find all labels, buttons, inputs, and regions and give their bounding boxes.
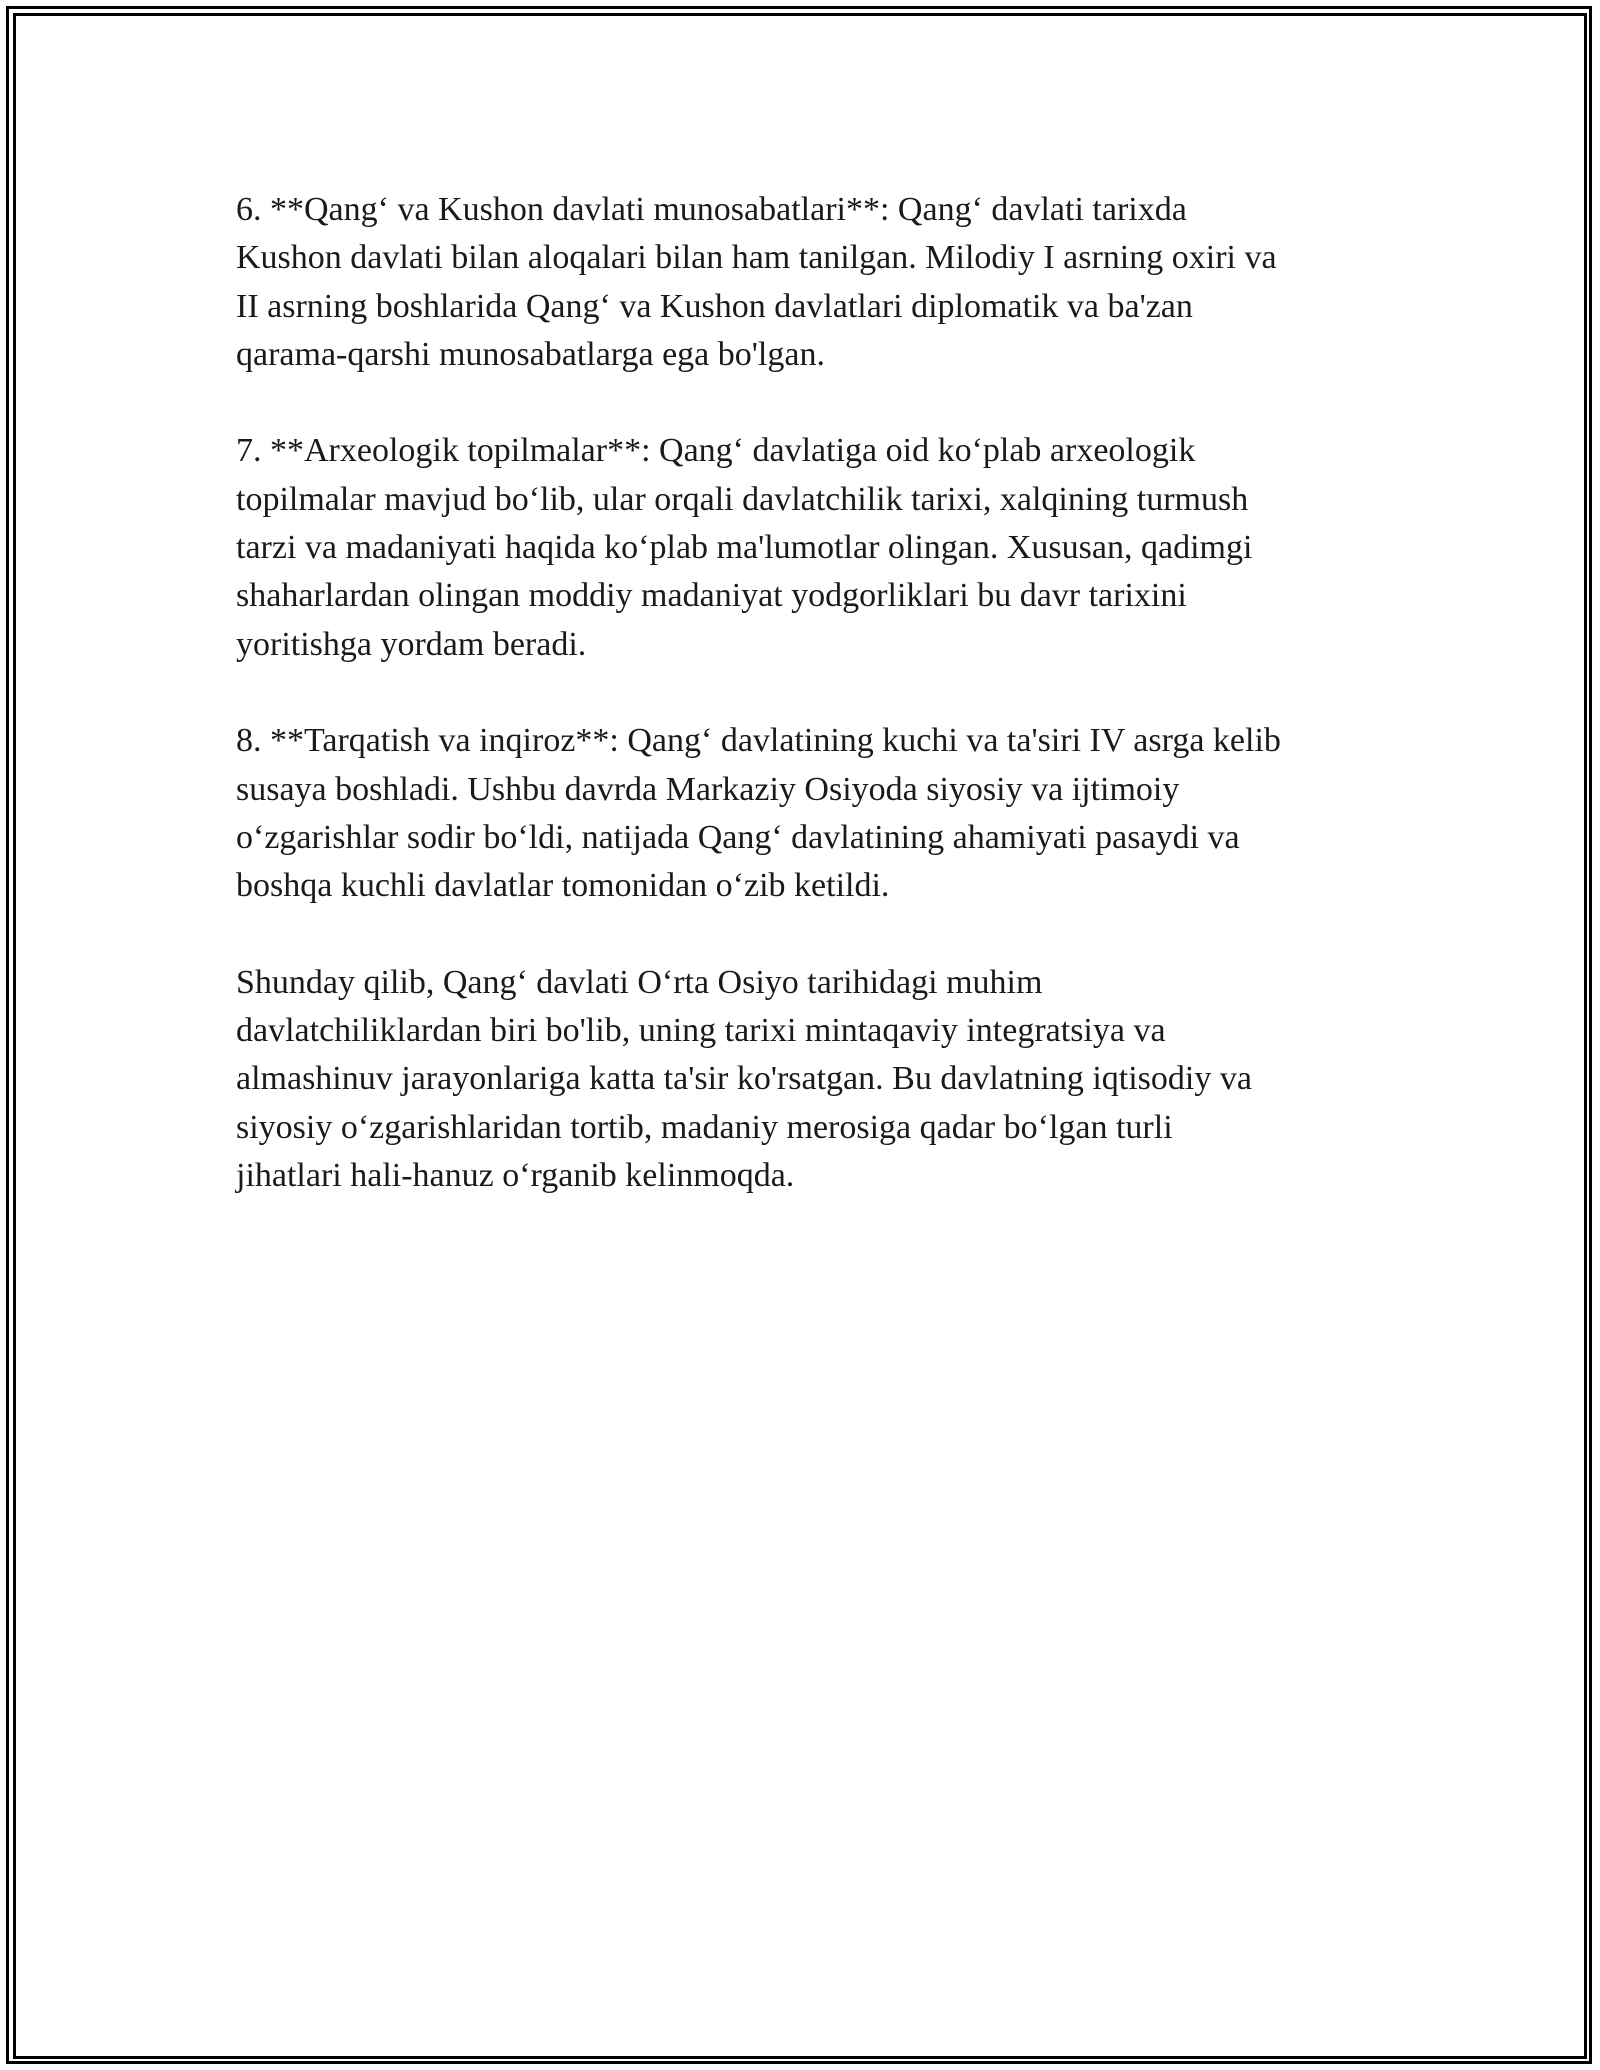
text-line: o‘zgarishlar sodir bo‘ldi, natijada Qang‘ davlatining ahamiyati pasaydi va xyxy=(236,818,1240,856)
text-line: jihatlari hali-hanuz o‘rganib kelinmoqda. xyxy=(236,1156,795,1194)
text-line: tarzi va madaniyati haqida ko‘plab ma'lumotlar olingan. Xususan, qadimgi xyxy=(236,529,1253,567)
text-line: siyosiy o‘zgarishlaridan tortib, madaniy merosiga qadar bo‘lgan turli xyxy=(236,1108,1173,1146)
text-line: shaharlardan olingan moddiy madaniyat yodgorliklari bu davr tarixini xyxy=(236,577,1187,615)
text-line: yoritishga yordam beradi. xyxy=(236,625,587,663)
text-line: almashinuv jarayonlariga katta ta'sir ko'rsatgan. Bu davlatning iqtisodiy va xyxy=(236,1060,1252,1098)
text-line: davlatchiliklardan biri bo'lib, uning tarixi mintaqaviy integratsiya va xyxy=(236,1012,1166,1050)
paragraph-conclusion xyxy=(236,959,1376,1200)
document-body xyxy=(236,186,1376,1249)
text-line: topilmalar mavjud bo‘lib, ular orqali davlatchilik tarixi, xalqining turmush xyxy=(236,480,1249,518)
text-line: 6. **Qang‘ va Kushon davlati munosabatlari**: Qang‘ davlati tarixda xyxy=(236,191,1187,228)
text-line: Shunday qilib, Qang‘ davlati O‘rta Osiyo tarihidagi muhim xyxy=(236,963,1043,1001)
text-line: qarama-qarshi munosabatlarga ega bo'lgan. xyxy=(236,335,825,373)
text-line: boshqa kuchli davlatlar tomonidan o‘zib ketildi. xyxy=(236,867,890,905)
text-line: II asrning boshlarida Qang‘ va Kushon davlatlari diplomatik va ba'zan xyxy=(236,287,1193,325)
text-line: susaya boshladi. Ushbu davrda Markaziy Osiyoda siyosiy va ijtimoiy xyxy=(236,770,1180,808)
paragraph-decline xyxy=(236,717,1376,910)
paragraph-archaeological-finds xyxy=(236,427,1376,668)
text-line: 7. **Arxeologik topilmalar**: Qang‘ davlatiga oid ko‘plab arxeologik xyxy=(236,432,1196,470)
paragraph-kushon-relations xyxy=(236,186,1376,379)
text-line: 8. **Tarqatish va inqiroz**: Qang‘ davlatining kuchi va ta'siri IV asrga kelib xyxy=(236,722,1281,760)
text-line: Kushon davlati bilan aloqalari bilan ham tanilgan. Milodiy I asrning oxiri va xyxy=(236,239,1277,277)
